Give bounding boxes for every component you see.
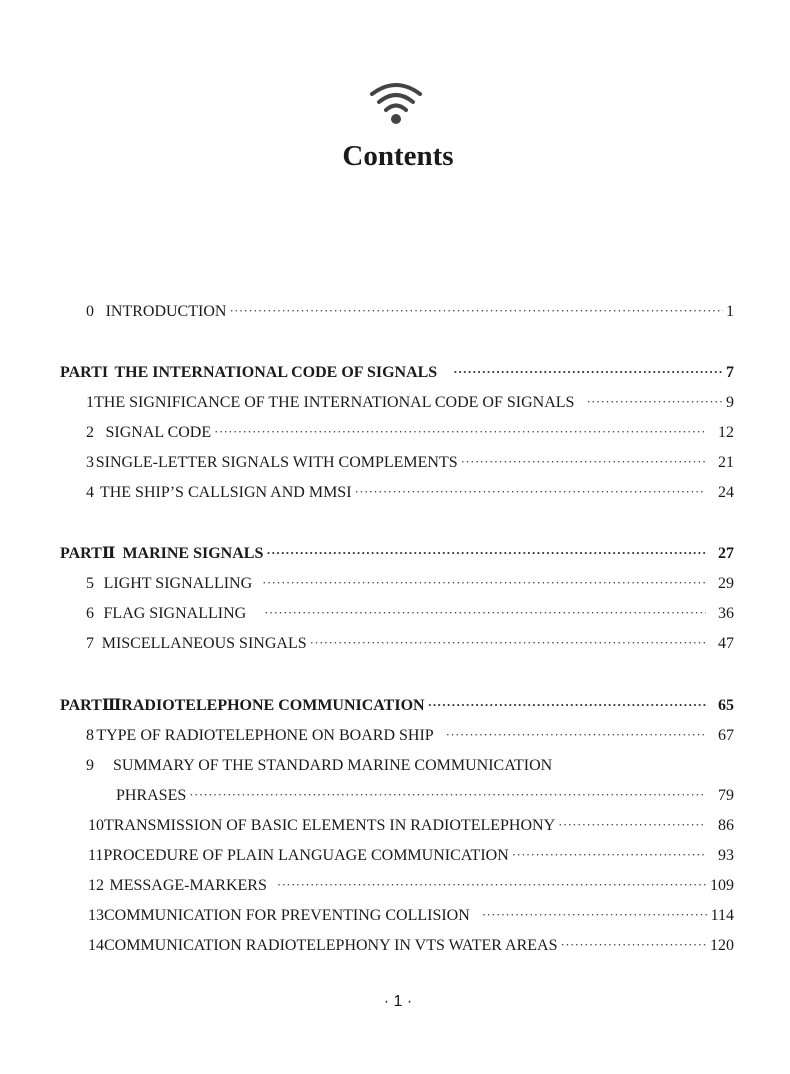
toc-entry[interactable] bbox=[88, 815, 734, 837]
toc-entry-continuation[interactable] bbox=[116, 785, 734, 807]
entry-number: 8 bbox=[86, 727, 94, 744]
entry-title: TYPE OF RADIOTELEPHONE ON BOARD SHIP bbox=[96, 727, 434, 744]
part-label: PART bbox=[60, 545, 102, 562]
part-title: MARINE SIGNALS bbox=[122, 545, 264, 562]
toc-entry[interactable] bbox=[88, 905, 734, 927]
dot-leader bbox=[482, 904, 708, 926]
toc-entry[interactable] bbox=[86, 603, 734, 625]
entry-page: 120 bbox=[710, 937, 734, 954]
part-title: THE INTERNATIONAL CODE OF SIGNALS bbox=[114, 364, 438, 381]
toc-entry-introduction[interactable] bbox=[86, 301, 734, 323]
entry-page: 67 bbox=[718, 727, 734, 744]
dot-leader bbox=[512, 844, 706, 866]
part-page: 7 bbox=[726, 364, 734, 381]
entry-page: 12 bbox=[718, 424, 734, 441]
entry-number: 6 bbox=[86, 605, 94, 622]
entry-number: 0 bbox=[86, 303, 94, 320]
entry-number: 13 bbox=[88, 907, 104, 924]
dot-leader bbox=[355, 481, 706, 503]
part-roman-numeral: Ⅲ bbox=[101, 697, 122, 714]
entry-title: COMMUNICATION FOR PREVENTING COLLISION bbox=[104, 907, 470, 924]
dot-leader bbox=[446, 724, 706, 746]
wifi-signal-icon bbox=[369, 82, 423, 126]
entry-title: SIGNAL CODE bbox=[105, 424, 212, 441]
toc-part-3-heading[interactable] bbox=[60, 695, 734, 717]
entry-page: 79 bbox=[718, 787, 734, 804]
toc-entry[interactable] bbox=[86, 452, 734, 474]
entry-title: TRANSMISSION OF BASIC ELEMENTS IN RADIOTELEPHONY bbox=[104, 817, 556, 834]
entry-title: SUMMARY OF THE STANDARD MARINE COMMUNICATION bbox=[113, 757, 553, 774]
entry-number: 14 bbox=[88, 937, 104, 954]
entry-number: 11 bbox=[88, 847, 104, 864]
entry-page: 47 bbox=[718, 635, 734, 652]
dot-leader bbox=[561, 934, 708, 956]
entry-title: INTRODUCTION bbox=[105, 303, 227, 320]
dot-leader bbox=[262, 572, 706, 594]
part-page: 65 bbox=[718, 697, 734, 714]
toc-entry[interactable] bbox=[86, 392, 734, 414]
part-title: RADIOTELEPHONE COMMUNICATION bbox=[121, 697, 425, 714]
entry-title: THE SIGNIFICANCE OF THE INTERNATIONAL CODE OF SIGNALS bbox=[94, 394, 575, 411]
dot-leader bbox=[310, 632, 706, 654]
entry-number: 7 bbox=[86, 635, 94, 652]
part-page: 27 bbox=[718, 545, 734, 562]
toc-part-1-heading[interactable] bbox=[60, 362, 734, 384]
toc-part-2-heading[interactable] bbox=[60, 543, 734, 565]
entry-title: MISCELLANEOUS SINGALS bbox=[101, 635, 307, 652]
entry-page: 1 bbox=[726, 303, 734, 320]
part-roman-numeral: I bbox=[101, 364, 109, 381]
entry-page: 24 bbox=[718, 484, 734, 501]
entry-title: SINGLE-LETTER SIGNALS WITH COMPLEMENTS bbox=[95, 454, 458, 471]
entry-title: PROCEDURE OF PLAIN LANGUAGE COMMUNICATION bbox=[103, 847, 509, 864]
entry-title: FLAG SIGNALLING bbox=[103, 605, 247, 622]
toc-entry[interactable] bbox=[86, 573, 734, 595]
part-label: PART bbox=[60, 364, 102, 381]
page-number: · 1 · bbox=[383, 993, 413, 1010]
dot-leader bbox=[214, 421, 706, 443]
entry-page: 114 bbox=[710, 907, 734, 924]
entry-page: 86 bbox=[718, 817, 734, 834]
toc-entry[interactable] bbox=[86, 725, 734, 747]
entry-page: 29 bbox=[718, 575, 734, 592]
entry-number: 1 bbox=[86, 394, 94, 411]
dot-leader bbox=[264, 602, 706, 624]
entry-number: 9 bbox=[86, 757, 94, 774]
entry-number: 5 bbox=[86, 575, 94, 592]
entry-page: 9 bbox=[726, 394, 734, 411]
entry-number: 4 bbox=[86, 484, 94, 501]
entry-page: 21 bbox=[718, 454, 734, 471]
dot-leader bbox=[453, 361, 723, 383]
part-roman-numeral: Ⅱ bbox=[101, 545, 116, 562]
entry-page: 109 bbox=[710, 877, 734, 894]
entry-title: MESSAGE-MARKERS bbox=[109, 877, 267, 894]
entry-title: COMMUNICATION RADIOTELEPHONY IN VTS WATER AREAS bbox=[104, 937, 558, 954]
entry-title: THE SHIP’S CALLSIGN AND MMSI bbox=[99, 484, 352, 501]
page-title: Contents bbox=[342, 140, 454, 172]
dot-leader bbox=[277, 874, 707, 896]
toc-entry[interactable] bbox=[86, 633, 734, 655]
entry-number: 12 bbox=[88, 877, 104, 894]
dot-leader bbox=[461, 451, 706, 473]
entry-number: 3 bbox=[86, 454, 94, 471]
dot-leader bbox=[189, 784, 706, 806]
dot-leader bbox=[558, 814, 706, 836]
entry-title-continuation: PHRASES bbox=[116, 787, 187, 804]
toc-entry[interactable] bbox=[88, 875, 734, 897]
toc-entry[interactable] bbox=[88, 845, 734, 867]
entry-page: 93 bbox=[718, 847, 734, 864]
dot-leader bbox=[586, 391, 723, 413]
dot-leader bbox=[266, 542, 706, 564]
toc-entry[interactable] bbox=[86, 755, 734, 777]
entry-number: 10 bbox=[88, 817, 104, 834]
entry-title: LIGHT SIGNALLING bbox=[103, 575, 253, 592]
dot-leader bbox=[229, 300, 723, 322]
toc-entry[interactable] bbox=[88, 935, 734, 957]
toc-entry[interactable] bbox=[86, 482, 734, 504]
toc-entry[interactable] bbox=[86, 422, 734, 444]
part-label: PART bbox=[60, 697, 102, 714]
entry-page: 36 bbox=[718, 605, 734, 622]
entry-number: 2 bbox=[86, 424, 94, 441]
dot-leader bbox=[428, 694, 706, 716]
